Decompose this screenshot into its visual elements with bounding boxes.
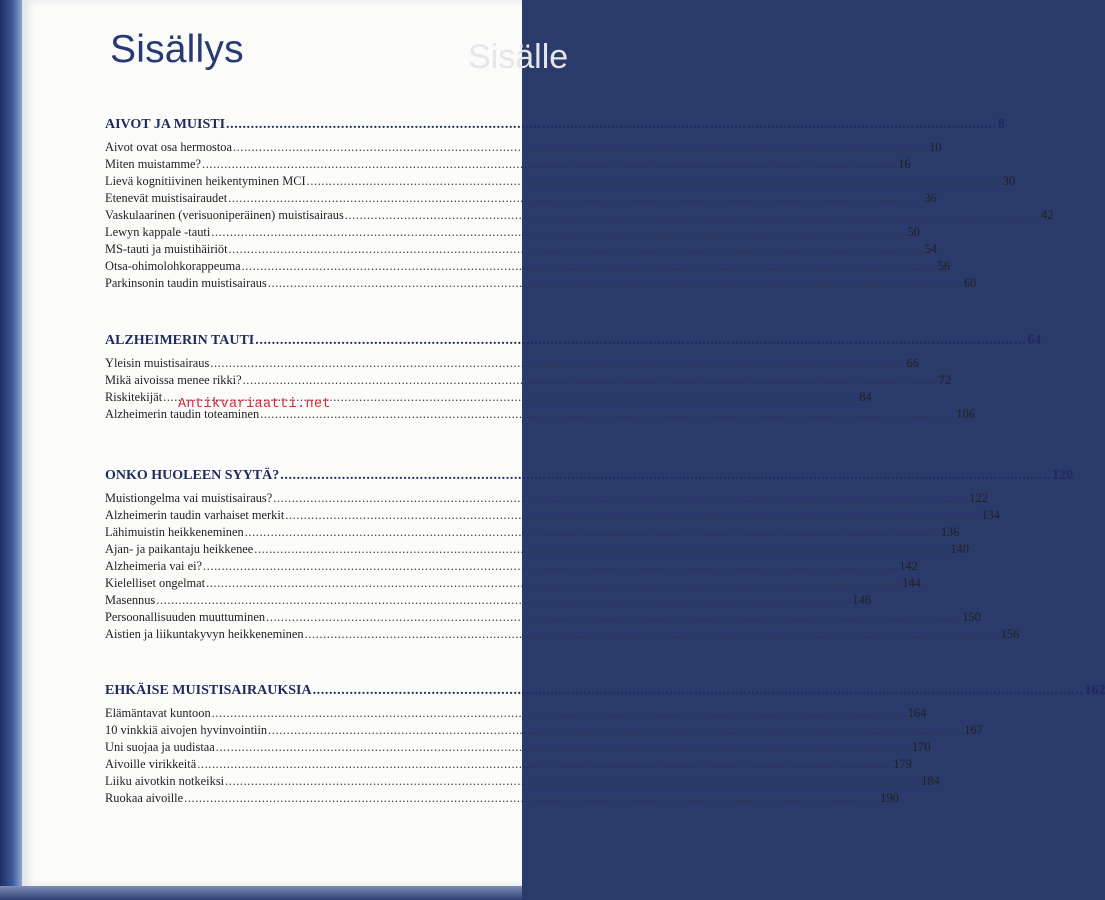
toc-entry[interactable]: [105, 157, 911, 174]
toc-entry-label: MS-tauti ja muistihäiriöt: [105, 242, 228, 256]
leader-dots: [225, 774, 920, 789]
section-heading-label: AIVOT JA MUISTI: [105, 117, 226, 132]
leader-dots: [313, 683, 1084, 699]
toc-entry-page: 72: [938, 373, 952, 387]
section-heading-label: ALZHEIMERIN TAUTI: [105, 333, 255, 348]
toc-entry-page: 146: [852, 593, 872, 607]
toc-section-heading[interactable]: [105, 683, 1105, 705]
leader-dots: [233, 140, 928, 155]
toc-entry-label: Riskitekijät: [105, 390, 163, 404]
toc-entry-page: 150: [962, 610, 981, 624]
leader-dots: [254, 542, 949, 557]
leader-dots: [285, 508, 980, 523]
toc-entry-page: 66: [906, 356, 919, 370]
leader-dots: [245, 525, 940, 540]
toc-entry[interactable]: [105, 356, 919, 373]
toc-entry[interactable]: [105, 491, 989, 508]
toc-entry-page: 16: [898, 157, 911, 171]
toc-entry[interactable]: [105, 276, 977, 293]
section-page-number: 162: [1084, 683, 1105, 698]
toc-entry-page: 184: [921, 774, 940, 788]
toc-entry[interactable]: [105, 191, 937, 208]
toc-entry-page: 190: [880, 791, 899, 805]
toc-entry[interactable]: [105, 259, 951, 276]
leader-dots: [305, 627, 1000, 642]
toc-entry-label: Aivot ovat osa hermostoa: [105, 140, 232, 154]
toc-entry-page: 60: [963, 276, 977, 290]
leader-dots: [280, 468, 1051, 484]
toc-entry-page: 50: [907, 225, 920, 239]
toc-entry[interactable]: [105, 373, 952, 390]
toc-entry-label: Elämäntavat kuntoon: [105, 706, 211, 720]
toc-entry-page: 36: [924, 191, 937, 205]
toc-entry-label: Ruokaa aivoille: [105, 791, 184, 805]
toc-section-heading[interactable]: [105, 468, 1074, 490]
toc-entry-page: 30: [1002, 174, 1016, 188]
toc-entry-label: Aivoille virikkeitä: [105, 757, 197, 771]
toc-entry-page: 142: [899, 559, 918, 573]
toc-entry[interactable]: [105, 791, 899, 808]
toc-entry-page: 134: [981, 508, 1001, 522]
toc-entry[interactable]: [105, 576, 921, 593]
leader-dots: [203, 559, 898, 574]
toc-entry[interactable]: [105, 757, 912, 774]
toc-entry-page: 122: [969, 491, 989, 505]
watermark-text: Antikvariaatti.net: [178, 397, 332, 412]
leader-dots: [211, 225, 906, 240]
toc-entry[interactable]: [105, 774, 940, 791]
toc-entry-label: Lievä kognitiivinen heikentyminen MCI: [105, 174, 306, 188]
toc-section-heading[interactable]: [105, 117, 1005, 139]
leader-dots: [216, 740, 911, 755]
toc-entry-page: 144: [902, 576, 921, 590]
leader-dots: [156, 593, 851, 608]
toc-entry-label: Persoonallisuuden muuttuminen: [105, 610, 266, 624]
toc-entry-label: Lewyn kappale -tauti: [105, 225, 211, 239]
toc-entry[interactable]: [105, 140, 942, 157]
section-page-number: 64: [1027, 333, 1042, 348]
leader-dots: [202, 157, 897, 172]
leader-dots: [307, 174, 1002, 189]
toc-entry-label: Vaskulaarinen (verisuoniperäinen) muistisairaus: [105, 208, 344, 222]
toc-entry-page: 156: [1000, 627, 1020, 641]
toc-entry-page: 106: [956, 407, 975, 421]
toc-entry-page: 164: [907, 706, 927, 720]
toc-entry-label: Otsa-ohimolohkorappeuma: [105, 259, 241, 273]
toc-entry-label: Muistiongelma vai muistisairaus?: [105, 491, 273, 505]
toc-entry-label: Etenevät muistisairaudet: [105, 191, 228, 205]
toc-entry-page: 56: [937, 259, 951, 273]
toc-entry-page: 10: [929, 140, 942, 154]
leader-dots: [229, 242, 924, 257]
section-heading-label: ONKO HUOLEEN SYYTÄ?: [105, 468, 280, 483]
toc-entry-page: 179: [893, 757, 912, 771]
section-heading-label: EHKÄISE MUISTISAIRAUKSIA: [105, 683, 312, 698]
toc-entry[interactable]: [105, 740, 931, 757]
toc-section: [105, 468, 1074, 644]
toc-entry-label: Parkinsonin taudin muistisairaus: [105, 276, 267, 290]
toc-entry[interactable]: [105, 525, 960, 542]
toc-entry-label: Alzheimerin taudin toteaminen: [105, 407, 260, 421]
toc-entry[interactable]: [105, 610, 981, 627]
toc-entry[interactable]: [105, 508, 1001, 525]
toc-entry[interactable]: [105, 593, 872, 610]
leader-dots: [266, 610, 961, 625]
leader-dots: [197, 757, 892, 772]
toc-entry-page: 140: [950, 542, 970, 556]
toc-entry[interactable]: [105, 174, 1016, 191]
toc-entry-label: Aistien ja liikuntakyvyn heikkeneminen: [105, 627, 304, 641]
toc-entry-page: 170: [911, 740, 931, 754]
section-page-number: 120: [1052, 468, 1074, 483]
section-page-number: 8: [997, 117, 1005, 132]
toc-entry-label: Liiku aivotkin notkeiksi: [105, 774, 225, 788]
leader-dots: [184, 791, 879, 806]
leader-dots: [210, 356, 905, 371]
toc-entry-label: Masennus: [105, 593, 156, 607]
toc-entry-page: 42: [1040, 208, 1054, 222]
leader-dots: [268, 723, 963, 738]
toc-entry-label: Alzheimeria vai ei?: [105, 559, 203, 573]
leader-dots: [273, 491, 968, 506]
toc-section: [105, 117, 1054, 293]
toc-entry[interactable]: [105, 627, 1020, 644]
toc-section: [105, 683, 1105, 808]
toc-entry-label: 10 vinkkiä aivojen hyvinvointiin: [105, 723, 268, 737]
toc-entry-label: Miten muistamme?: [105, 157, 202, 171]
toc-entry[interactable]: [105, 542, 970, 559]
toc-entry-label: Yleisin muistisairaus: [105, 356, 210, 370]
show-through-text: Sisälle: [468, 38, 569, 76]
book-cover-bottom-edge: [0, 886, 522, 900]
page-title: Sisällys: [110, 28, 244, 71]
leader-dots: [212, 706, 907, 721]
toc-entry-page: 167: [964, 723, 983, 737]
leader-dots: [268, 276, 963, 291]
leader-dots: [255, 333, 1026, 349]
toc-entry[interactable]: [105, 723, 983, 740]
toc-entry[interactable]: [105, 208, 1054, 225]
leader-dots: [206, 576, 901, 591]
toc-entry[interactable]: [105, 706, 927, 723]
toc-entry-label: Mikä aivoissa menee rikki?: [105, 373, 242, 387]
leader-dots: [226, 117, 997, 133]
leader-dots: [243, 373, 938, 388]
toc-entry-page: 54: [924, 242, 938, 256]
toc-entry-page: 136: [940, 525, 960, 539]
toc-entry-label: Lähimuistin heikkeneminen: [105, 525, 244, 539]
leader-dots: [260, 407, 955, 422]
toc-entry-label: Ajan- ja paikantaju heikkenee: [105, 542, 254, 556]
toc-entry[interactable]: [105, 559, 918, 576]
leader-dots: [345, 208, 1040, 223]
leader-dots: [228, 191, 923, 206]
toc-entry[interactable]: [105, 242, 938, 259]
leader-dots: [242, 259, 937, 274]
toc-section-heading[interactable]: [105, 333, 1042, 355]
toc-entry-page: 84: [859, 390, 872, 404]
toc-entry-label: Kielelliset ongelmat: [105, 576, 206, 590]
toc-entry-label: Alzheimerin taudin varhaiset merkit: [105, 508, 285, 522]
toc-entry[interactable]: [105, 225, 920, 242]
toc-entry-label: Uni suojaa ja uudistaa: [105, 740, 215, 754]
